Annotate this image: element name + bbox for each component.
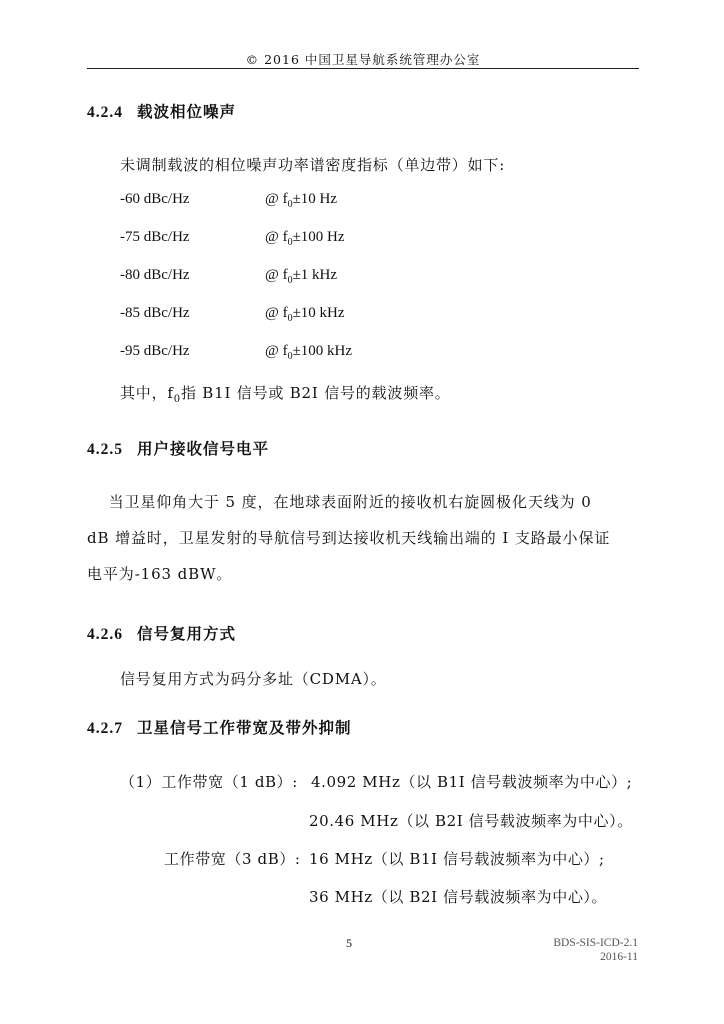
note-suffix: 指 B1I 信号或 B2I 信号的载波频率。	[180, 384, 451, 402]
phase-noise-row	[120, 267, 337, 286]
document-date: 2016-11	[600, 951, 638, 963]
bandwidth-3db-b1i: 16 MHz（以 B1I 信号载波频率为中心）;	[309, 850, 605, 868]
offset-frequency	[265, 343, 352, 362]
offset-frequency	[265, 267, 337, 286]
noise-level: -95 dBc/Hz	[120, 343, 190, 359]
phase-noise-row	[120, 191, 337, 210]
bandwidth-1db-label: （1）工作带宽（1 dB）:	[120, 773, 298, 791]
at-symbol: @ f	[265, 343, 288, 359]
noise-level: -80 dBc/Hz	[120, 267, 190, 283]
offset-value: ±100 kHz	[292, 343, 353, 359]
document-code: BDS-SIS-ICD-2.1	[553, 937, 638, 949]
paragraph-line: 电平为-163 dBW。	[87, 565, 233, 583]
bandwidth-3db-b2i: 36 MHz（以 B2I 信号载波频率为中心）。	[309, 888, 608, 906]
section-heading-4-2-5	[87, 437, 269, 459]
header-rule	[87, 68, 639, 69]
at-symbol: @ f	[265, 305, 288, 321]
section-title: 信号复用方式	[137, 624, 237, 643]
carrier-subscript: 0	[287, 351, 293, 362]
note-prefix: 其中，f	[120, 384, 174, 402]
section-heading-4-2-4	[87, 100, 236, 122]
at-symbol: @ f	[265, 267, 288, 283]
document-id	[520, 936, 638, 964]
offset-value: ±1 kHz	[292, 267, 338, 283]
paragraph-line: 当卫星仰角大于 5 度，在地球表面附近的接收机右旋圆极化天线为 0	[87, 493, 592, 511]
offset-value: ±10 Hz	[292, 191, 338, 207]
section-number: 4.2.4	[87, 104, 123, 121]
phase-noise-row	[120, 305, 345, 324]
offset-frequency	[265, 191, 337, 210]
paragraph-line: dB 增益时，卫星发射的导航信号到达接收机天线输出端的 I 支路最小保证	[87, 529, 611, 547]
signal-level-paragraph	[87, 484, 639, 592]
offset-value: ±10 kHz	[292, 305, 345, 321]
phase-noise-intro: 未调制载波的相位噪声功率谱密度指标（单边带）如下:	[120, 156, 506, 174]
multiplexing-text: 信号复用方式为码分多址（CDMA）。	[120, 670, 387, 688]
phase-noise-note	[120, 382, 451, 405]
note-subscript: 0	[173, 394, 181, 405]
carrier-subscript: 0	[287, 199, 293, 210]
carrier-subscript: 0	[287, 313, 293, 324]
offset-frequency	[265, 229, 345, 248]
phase-noise-row	[120, 229, 345, 248]
noise-level: -85 dBc/Hz	[120, 305, 190, 321]
page-number: 5	[346, 936, 352, 950]
bandwidth-3db-label: 工作带宽（3 dB）:	[164, 850, 301, 868]
carrier-subscript: 0	[287, 237, 293, 248]
at-symbol: @ f	[265, 229, 288, 245]
offset-value: ±100 Hz	[292, 229, 345, 245]
carrier-subscript: 0	[287, 275, 293, 286]
at-symbol: @ f	[265, 191, 288, 207]
section-number: 4.2.6	[87, 626, 123, 643]
section-heading-4-2-7	[87, 716, 352, 738]
section-title: 卫星信号工作带宽及带外抑制	[137, 718, 352, 737]
section-title: 用户接收信号电平	[137, 439, 270, 458]
bandwidth-1db-b1i: 4.092 MHz（以 B1I 信号载波频率为中心）;	[311, 773, 633, 791]
section-heading-4-2-6	[87, 622, 236, 644]
bandwidth-1db-b2i: 20.46 MHz（以 B2I 信号载波频率为中心）。	[309, 812, 633, 830]
noise-level: -75 dBc/Hz	[120, 229, 190, 245]
offset-frequency	[265, 305, 345, 324]
phase-noise-row	[120, 343, 352, 362]
noise-level: -60 dBc/Hz	[120, 191, 190, 207]
page-header: © 2016 中国卫星导航系统管理办公室	[245, 52, 481, 67]
section-number: 4.2.7	[87, 720, 123, 737]
section-number: 4.2.5	[87, 441, 123, 458]
section-title: 载波相位噪声	[137, 102, 237, 121]
